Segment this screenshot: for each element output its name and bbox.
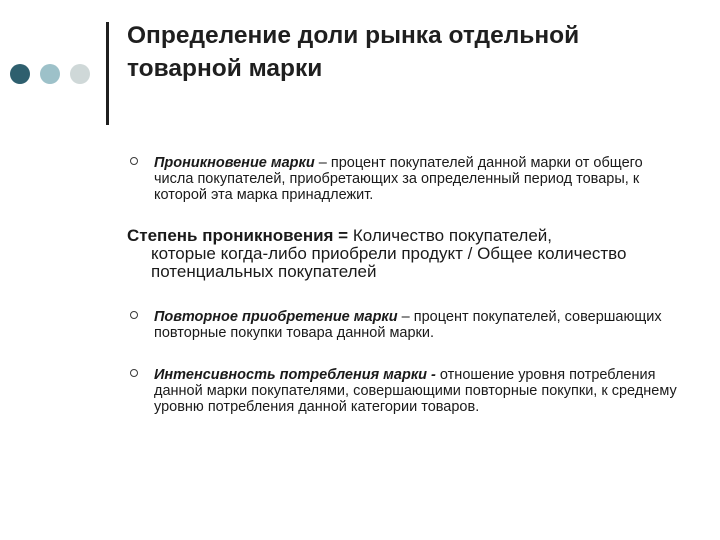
bullet-circle-icon xyxy=(130,157,138,165)
page-title xyxy=(127,19,707,85)
dot-dark xyxy=(10,64,30,84)
title-line-2: товарной марки xyxy=(127,55,323,82)
bullet-term: Проникновение марки xyxy=(154,155,315,171)
decorative-dots xyxy=(10,64,100,84)
bullet-item-penetration xyxy=(130,155,685,203)
title-line-1: Определение доли рынка отдельной xyxy=(127,22,580,49)
formula-text-line1: Количество покупателей, xyxy=(352,226,553,245)
bullet-text xyxy=(154,155,685,203)
formula-text-rest: которые когда-либо приобрели продукт / Общее количество потенциальных покупателей xyxy=(151,244,627,281)
bullet-definition: – процент покупателей, совершающих повторные покупки товара данной марки. xyxy=(154,309,662,341)
bullet-text xyxy=(154,367,685,415)
bullet-item-consumption-intensity xyxy=(130,367,685,415)
dot-light xyxy=(70,64,90,84)
title-divider xyxy=(106,22,109,125)
formula-label: Степень проникновения = xyxy=(127,226,353,245)
bullet-circle-icon xyxy=(130,311,138,319)
bullet-item-repeat-purchase xyxy=(130,309,685,341)
bullet-definition: отношение уровня потребления данной марки покупателями, совершающими повторные покупки, к среднему уровню потребления данной категории товаров. xyxy=(154,367,677,415)
dot-mid xyxy=(40,64,60,84)
bullet-term: Повторное приобретение марки xyxy=(154,309,398,325)
bullet-circle-icon xyxy=(130,369,138,377)
bullet-term: Интенсивность потребления марки - xyxy=(154,367,436,383)
bullet-text xyxy=(154,309,685,341)
formula-penetration xyxy=(127,227,687,281)
bullet-definition: – процент покупателей данной марки от общего числа покупателей, приобретающих за определенный период товары, к которой эта марка принадлежит. xyxy=(154,155,643,203)
